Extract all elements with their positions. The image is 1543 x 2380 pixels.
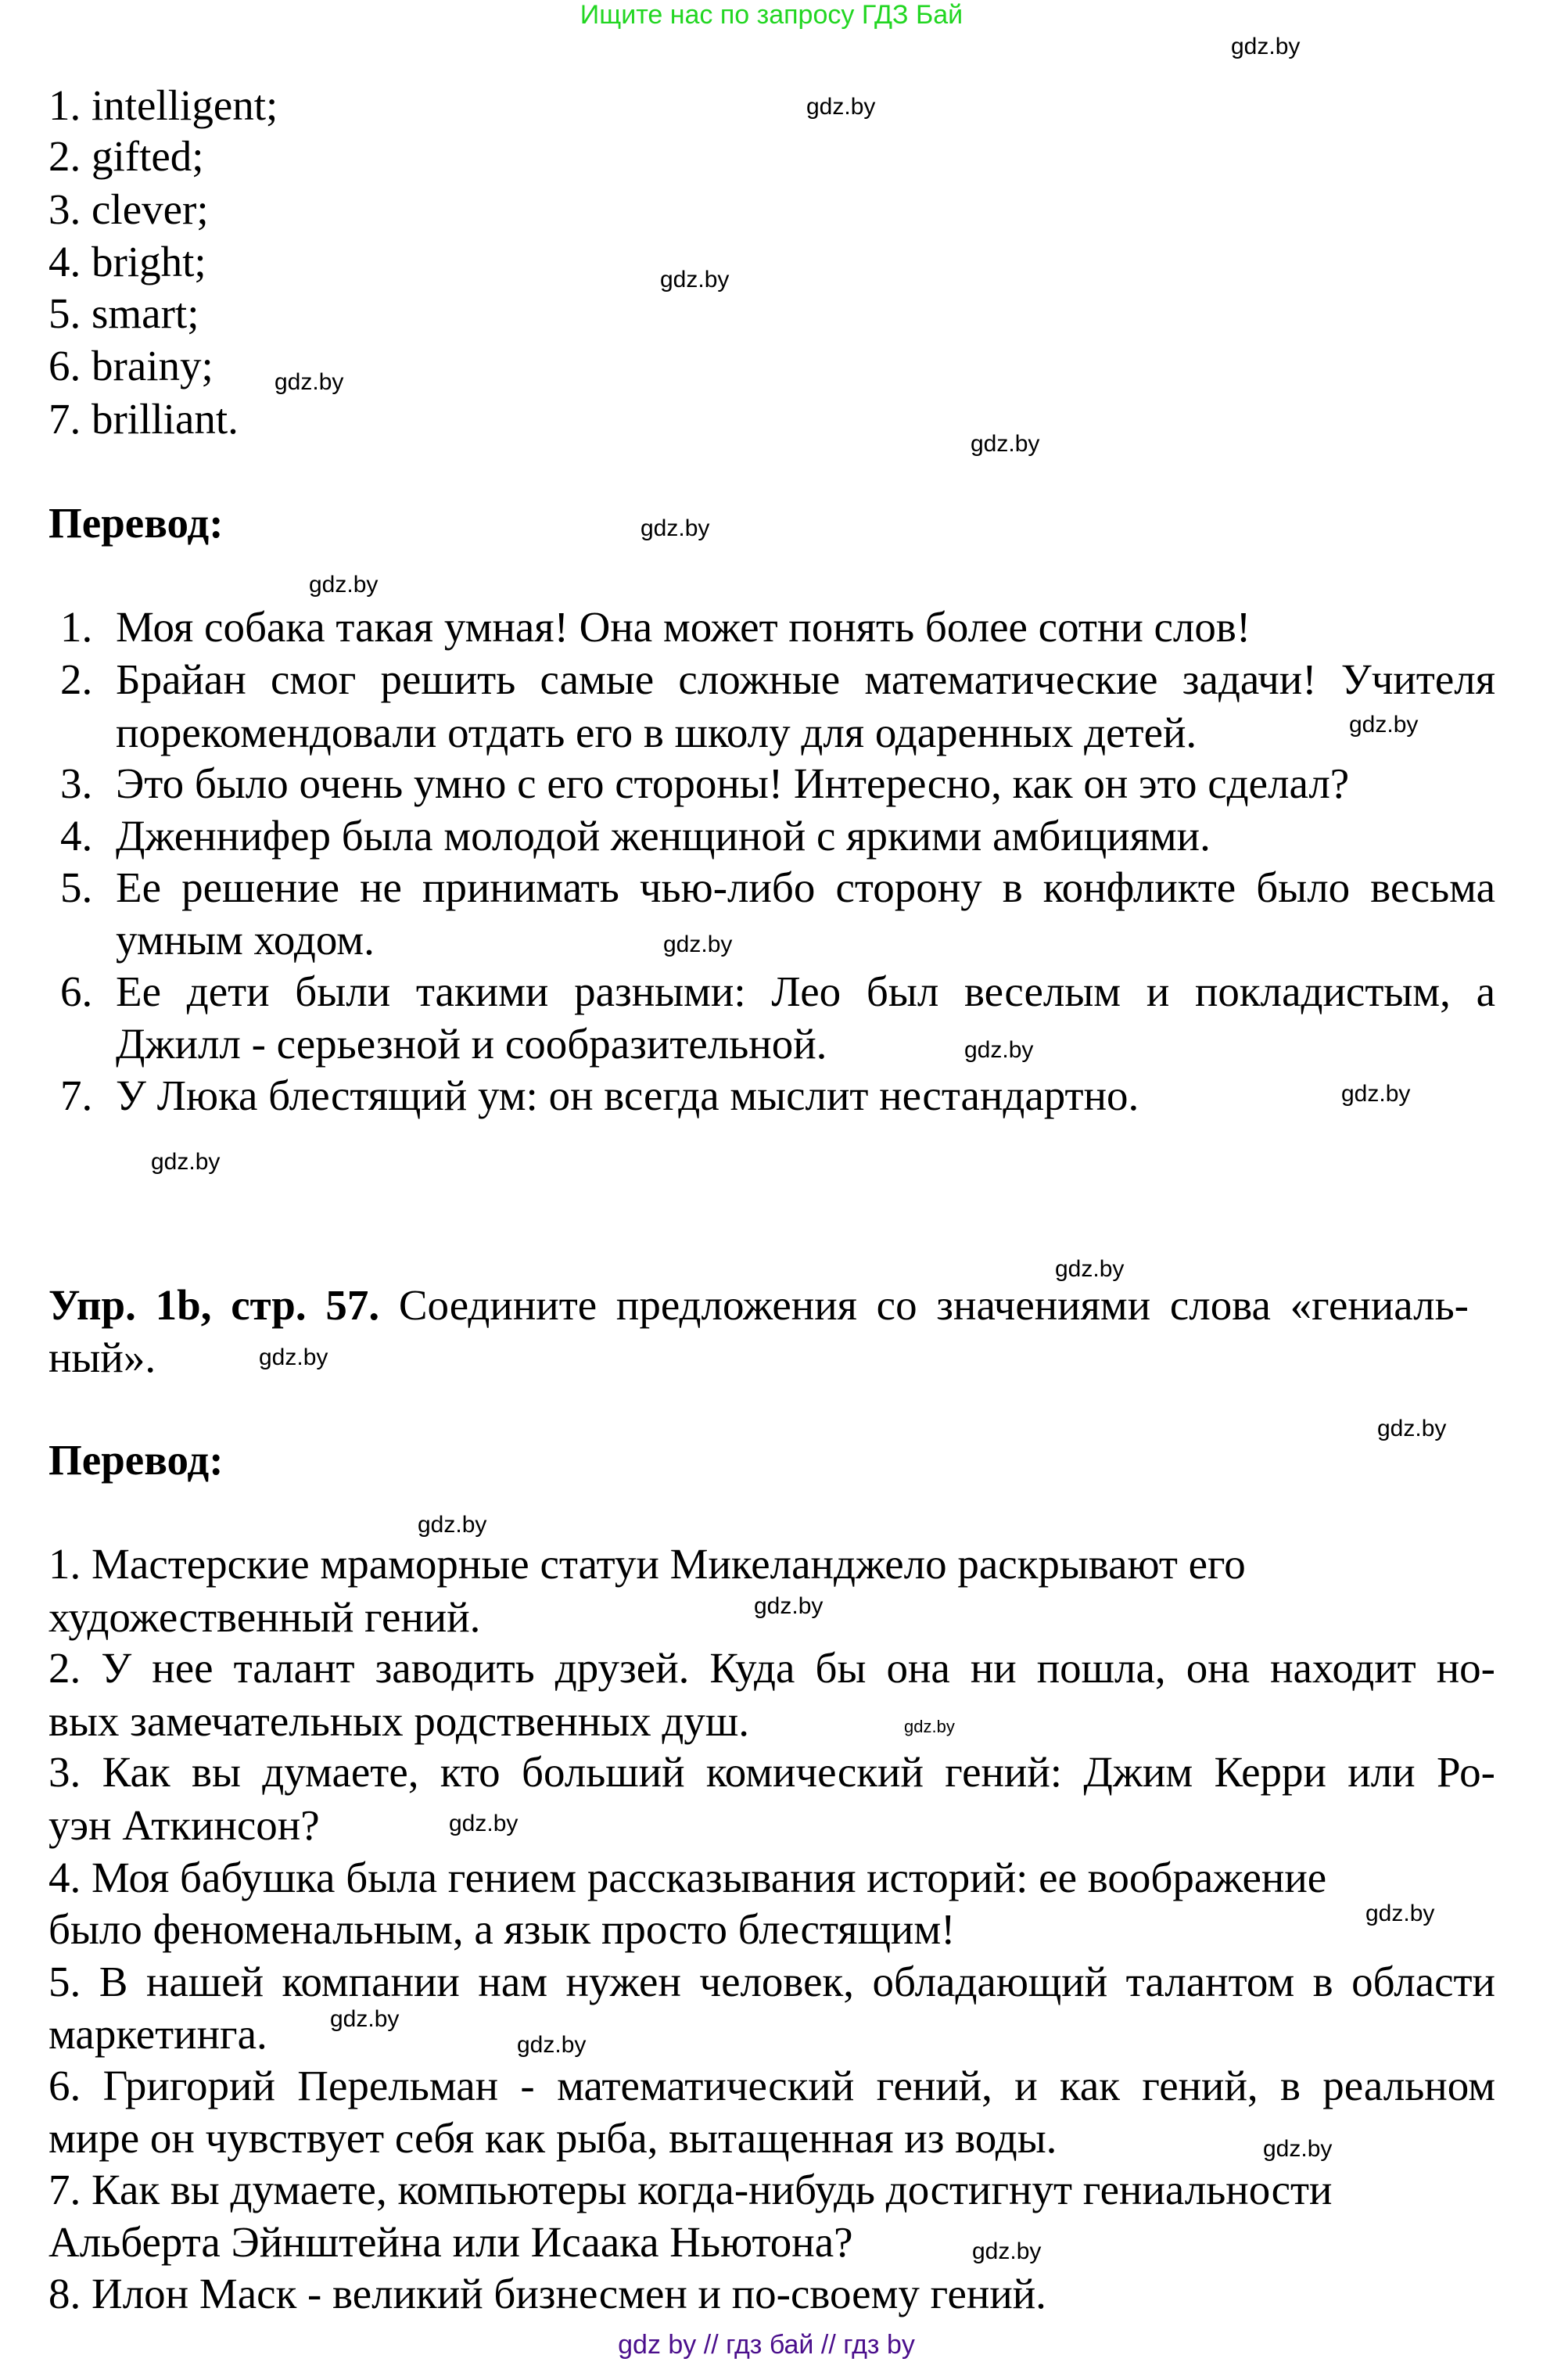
watermark: gdz.by: [449, 1811, 519, 1836]
translation-line: 1. Мастерские мраморные статуи Микеланджело раскрывают его: [48, 1540, 1246, 1588]
list-number: 7.: [60, 1072, 93, 1119]
list-number: 1.: [60, 603, 93, 651]
watermark: gdz.by: [1365, 1901, 1435, 1926]
answer-item: 6. brainy;: [48, 342, 214, 389]
translation-line: 3. Как вы думаете, кто больший комический гений: Джим Керри или Ро-: [48, 1748, 1495, 1796]
translation-line: Брайан смог решить самые сложные математические задачи! Учителя: [116, 655, 1495, 703]
translation-line: Ее дети были такими разными: Лео был веселым и покладистым, а: [116, 967, 1495, 1015]
watermark: gdz.by: [1231, 34, 1301, 59]
watermark: gdz.by: [1055, 1256, 1125, 1282]
translation-line: порекомендовали отдать его в школу для одаренных детей.: [116, 709, 1197, 756]
translation-line: Джилл - серьезной и сообразительной.: [116, 1020, 827, 1068]
answer-item: 7. brilliant.: [48, 395, 239, 443]
translation-line: уэн Аткинсон?: [48, 1801, 320, 1849]
answer-item: 4. bright;: [48, 238, 206, 285]
list-number: 5.: [60, 863, 93, 911]
section-heading: Перевод:: [48, 1436, 224, 1484]
watermark: gdz.by: [275, 369, 344, 395]
watermark: gdz.by: [972, 2238, 1042, 2264]
exercise-instruction-cont: ный».: [48, 1334, 156, 1381]
list-number: 6.: [60, 967, 93, 1015]
translation-line: Альберта Эйнштейна или Исаака Ньютона?: [48, 2218, 853, 2266]
watermark: gdz.by: [641, 515, 710, 541]
watermark: gdz.by: [904, 1717, 955, 1736]
watermark: gdz.by: [964, 1037, 1034, 1063]
watermark: gdz.by: [151, 1149, 221, 1175]
watermark: gdz.by: [418, 1512, 487, 1538]
translation-line: вых замечательных родственных душ.: [48, 1697, 749, 1745]
translation-line: художественный гений.: [48, 1593, 481, 1641]
exercise-title: [48, 1283, 1469, 1328]
watermark: gdz.by: [971, 431, 1040, 457]
translation-line: 8. Илон Маск - великий бизнесмен и по-своему гений.: [48, 2270, 1046, 2317]
translation-line: было феноменальным, а язык просто блестящим!: [48, 1905, 956, 1953]
translation-line: 6. Григорий Перельман - математический гений, и как гений, в реальном: [48, 2062, 1495, 2109]
footer-links[interactable]: gdz by // гдз бай // гдз by: [618, 2330, 915, 2360]
translation-line: 7. Как вы думаете, компьютеры когда-нибудь достигнут гениальности: [48, 2166, 1333, 2213]
translation-line: 2. У нее талант заводить друзей. Куда бы она ни пошла, она находит но-: [48, 1644, 1495, 1692]
translation-line: Ее решение не принимать чью-либо сторону в конфликте было весьма: [116, 863, 1495, 911]
watermark: gdz.by: [1349, 712, 1419, 738]
answer-item: 1. intelligent;: [48, 81, 278, 129]
watermark: gdz.by: [806, 94, 876, 120]
watermark: gdz.by: [1263, 2136, 1333, 2162]
translation-line: Дженнифер была молодой женщиной с яркими амбициями.: [116, 812, 1211, 860]
translation-line: Моя собака такая умная! Она может понять более сотни слов!: [116, 603, 1251, 651]
search-banner: Ищите нас по запросу ГДЗ Бай: [580, 0, 963, 30]
watermark: gdz.by: [309, 572, 379, 598]
watermark: gdz.by: [330, 2006, 400, 2032]
list-number: 2.: [60, 655, 93, 703]
watermark: gdz.by: [259, 1344, 328, 1370]
answer-item: 2. gifted;: [48, 132, 204, 180]
translation-line: мире он чувствует себя как рыба, вытащенная из воды.: [48, 2114, 1057, 2162]
translation-line: умным ходом.: [116, 916, 375, 964]
watermark: gdz.by: [1341, 1081, 1411, 1107]
watermark: gdz.by: [660, 267, 730, 293]
list-number: 3.: [60, 759, 93, 807]
translation-line: Это было очень умно с его стороны! Интересно, как он это сделал?: [116, 759, 1350, 807]
answer-item: 3. clever;: [48, 185, 209, 233]
answer-item: 5. smart;: [48, 289, 199, 337]
watermark: gdz.by: [663, 932, 733, 957]
translation-line: маркетинга.: [48, 2010, 267, 2058]
watermark: gdz.by: [1377, 1416, 1447, 1441]
translation-line: 5. В нашей компании нам нужен человек, обладающий талантом в области: [48, 1958, 1495, 2005]
translation-line: У Люка блестящий ум: он всегда мыслит нестандартно.: [116, 1072, 1139, 1119]
watermark: gdz.by: [754, 1593, 824, 1619]
exercise-label: Упр. 1b, стр. 57.: [48, 1281, 380, 1329]
section-heading: Перевод:: [48, 499, 224, 547]
watermark: gdz.by: [517, 2032, 587, 2058]
translation-line: 4. Моя бабушка была гением рассказывания историй: ее воображение: [48, 1854, 1327, 1901]
exercise-instruction: Соедините предложения со значениями слова «гениаль-: [398, 1281, 1469, 1329]
list-number: 4.: [60, 812, 93, 860]
